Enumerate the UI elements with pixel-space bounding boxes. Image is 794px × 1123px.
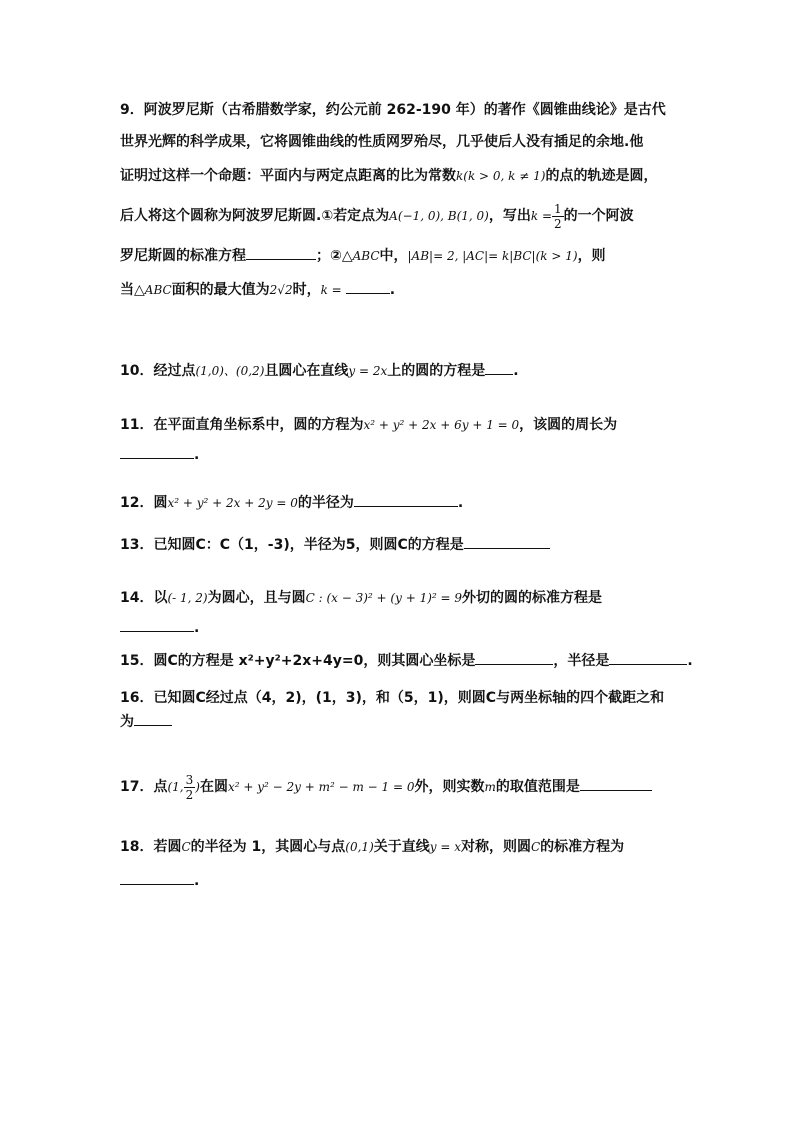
q9-fraction-half: $\frac{1}{2}$ xyxy=(554,201,562,231)
question-10: 10．经过点(1,0)、(0,2)且圆心在直线y = 2x上的圆的方程是 . xyxy=(120,363,519,379)
question-13: 13．已知圆C：C（1，-3)，半径为5，则圆C的方程是 xyxy=(120,532,680,558)
question-18: 18．若圆C的半径为 1，其圆心与点(0,1)关于直线y = x对称，则圆C的标准方程为 . xyxy=(120,839,625,889)
question-14: 14．以(- 1, 2)为圆心，且与圆C : (x − 3)² + (y + 1)² = 9外切的圆的标准方程是 . xyxy=(120,590,603,636)
q18-answer-blank[interactable] xyxy=(120,872,194,885)
q9-math-k: k(k > 0, k ≠ 1) xyxy=(456,169,546,183)
question-11: 11．在平面直角坐标系中，圆的方程为x² + y² + 2x + 6y + 1 = 0，该圆的周长为 . xyxy=(120,417,618,463)
question-15: 15．圆C的方程是 x²+y²+2x+4y=0，则其圆心坐标是 ，半径是 . xyxy=(120,653,693,669)
q16-answer-blank[interactable] xyxy=(134,713,172,726)
q9-line-5: 罗尼斯圆的标准方程 ；②△ABC中，|AB|= 2, |AC|= k|BC|(k > 1)，则 xyxy=(120,248,606,264)
q9-answer-blank-2[interactable] xyxy=(346,281,390,294)
q12-answer-blank[interactable] xyxy=(354,494,458,507)
q9-line-3: 证明过这样一个命题：平面内与两定点距离的比为常数k(k > 0, k ≠ 1)的点的轨迹是圆， xyxy=(120,168,658,184)
q17-answer-blank[interactable] xyxy=(580,778,652,791)
q9-line-4: 后人将这个圆称为阿波罗尼斯圆.①若定点为A(−1, 0), B(1, 0)，写出k = $\frac{1}{2}$ 的一个阿波 xyxy=(120,201,634,231)
q10-answer-blank[interactable] xyxy=(485,362,513,375)
q15-radius-blank[interactable] xyxy=(609,652,687,665)
q9-line-1: 9．阿波罗尼斯（古希腊数学家，约公元前 262-190 年）的著作《圆锥曲线论》是古代 xyxy=(120,102,666,118)
question-12: 12．圆x² + y² + 2x + 2y = 0的半径为 . xyxy=(120,495,464,511)
q15-center-blank[interactable] xyxy=(475,652,553,665)
q9-line-6: 当△ABC面积的最大值为2√2时，k = . xyxy=(120,282,396,298)
q9-math-condition: |AB|= 2, |AC|= k|BC|(k > 1) xyxy=(407,249,578,263)
question-9 xyxy=(120,96,680,304)
question-16: 16．已知圆C经过点（4，2)，(1，3)，和（5，1)，则圆C与两坐标轴的四个截距之和 为 xyxy=(120,690,665,730)
question-17: 17．点(1, $\frac{3}{2}$ )在圆x² + y² − 2y + m² − m − 1 = 0外，则实数m的取值范围是 xyxy=(120,768,680,806)
q14-answer-blank[interactable] xyxy=(120,619,194,632)
q17-fraction: $\frac{3}{2}$ xyxy=(185,772,194,802)
q9-line-2: 世界光辉的科学成果，它将圆锥曲线的性质网罗殆尽，几乎使后人没有插足的余地.他 xyxy=(120,134,644,150)
q9-answer-blank-1[interactable] xyxy=(246,247,316,260)
q11-answer-blank[interactable] xyxy=(120,446,194,459)
q13-answer-blank[interactable] xyxy=(464,536,550,549)
q9-math-points: A(−1, 0), B(1, 0) xyxy=(389,209,489,223)
